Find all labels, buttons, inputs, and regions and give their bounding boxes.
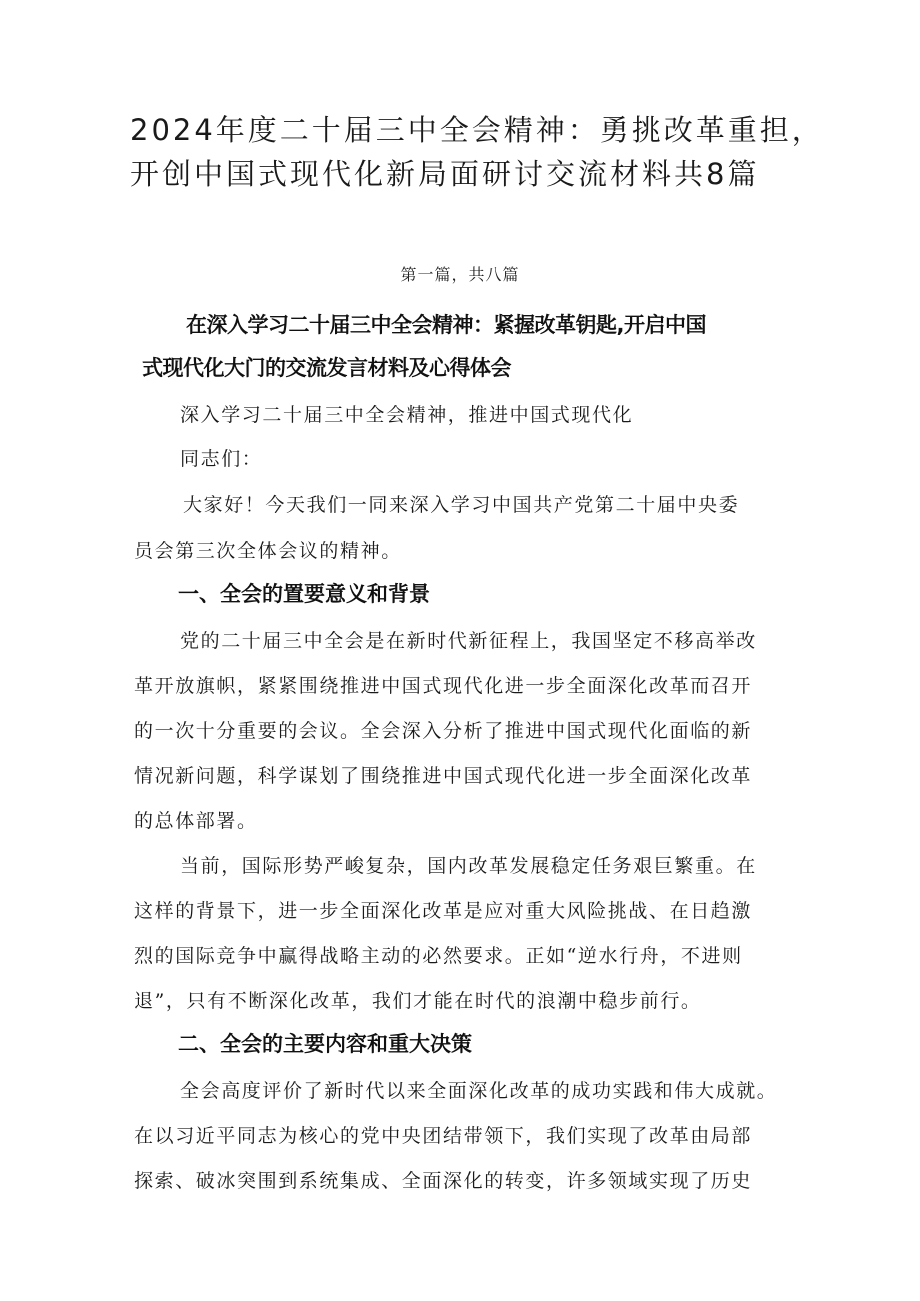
section-heading-1: 一、全会的置要意义和背景 [178,582,430,606]
paragraph-line: 退”，只有不断深化改革，我们才能在时代的浪潮中稳步前行。 [134,990,702,1012]
section-heading-2: 二、全会的主要内容和重大决策 [178,1032,472,1056]
paragraph-line: 在以习近平同志为核心的党中央团结带领下，我们实现了改革由局部 [134,1125,753,1147]
paragraph-line: 的一次十分重要的会议。全会深入分析了推进中国式现代化面临的新 [134,720,753,742]
theme-line: 深入学习二十届三中全会精神，推进中国式现代化 [180,404,634,426]
paragraph-line: 全会高度评价了新时代以来全面深化改革的成功实践和伟大成就。 [180,1080,778,1102]
paragraph-line: 烈的国际竞争中赢得战略主动的必然要求。正如“逆水行舟，不进则 [134,945,743,967]
greeting-line: 大家好！今天我们一同来深入学习中国共产党第二十届中央委 [183,494,740,516]
subtitle-line-1: 在深入学习二十届三中全会精神：紧握改革钥匙,开启中国 [186,313,706,337]
paragraph-line: 这样的背景下，进一步全面深化改革是应对重大风险挑战、在日趋激 [134,900,753,922]
paragraph-line: 革开放旗帜，紧紧围绕推进中国式现代化进一步全面深化改革而召开 [134,675,753,697]
title-line-2: 开创中国式现代化新局面研讨交流材料共8篇 [130,157,760,191]
paragraph-line: 党的二十届三中全会是在新时代新征程上，我国坚定不移高举改 [180,630,757,652]
document-title [130,108,824,196]
paragraph-line: 探索、破冰突围到系统集成、全面深化的转变，许多领域实现了历史 [134,1170,753,1192]
paragraph-line: 的总体部署。 [134,810,258,832]
greeting-line: 员会第三次全体会议的精神。 [134,540,402,562]
salutation: 同志们： [180,448,263,470]
title-line-1: 2024年度二十届三中全会精神：勇挑改革重担， [130,113,824,147]
subtitle-line-2: 式现代化大门的交流发言材料及心得体会 [142,356,511,380]
paragraph-line: 情况新问题，科学谋划了围绕推进中国式现代化进一步全面深化改革 [134,765,753,787]
part-label: 第一篇，共八篇 [400,265,520,284]
paragraph-line: 当前，国际形势严峻复杂，国内改革发展稳定任务艰巨繁重。在 [180,855,757,877]
